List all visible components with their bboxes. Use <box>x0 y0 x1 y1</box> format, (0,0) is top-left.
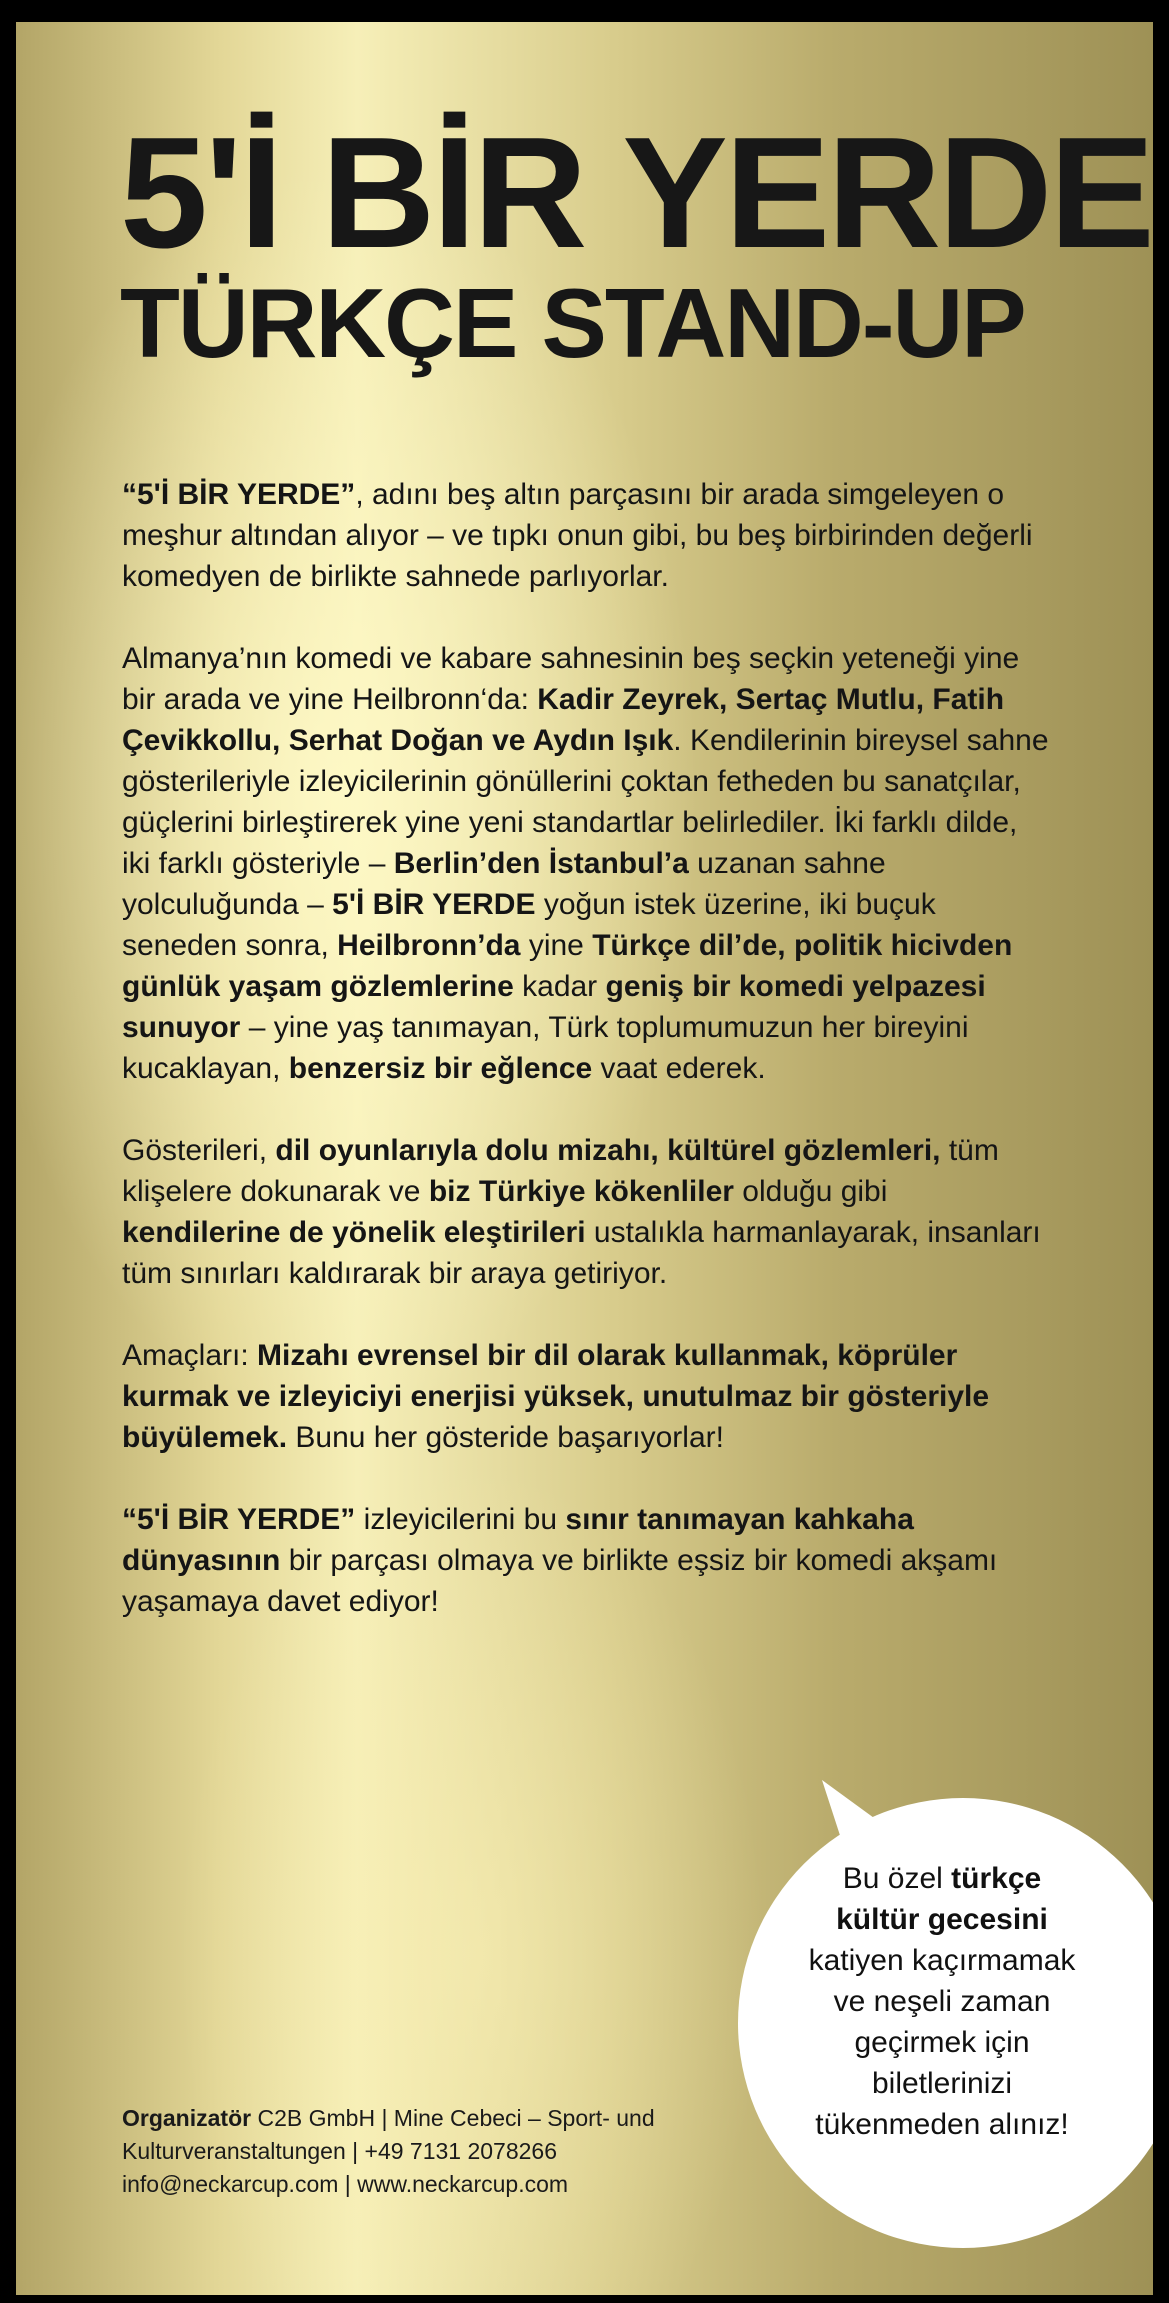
organizer-label: Organizatör <box>122 2105 252 2131</box>
bold-text: Mizahı evrensel bir dil olarak kullanmak, köprüler kurmak ve izleyiciyi enerjisi yüksek, unutulmaz bir gösteriyle büyülemek. <box>122 1339 990 1454</box>
description-text <box>122 474 1052 1663</box>
bold-text: Berlin’den İstanbul’a <box>393 847 689 880</box>
text: olduğu gibi <box>733 1175 888 1208</box>
text: Gösterileri, <box>122 1134 276 1167</box>
main-title: 5'İ BİR YERDE <box>120 105 1152 281</box>
bold-text: Heilbronn’da <box>337 929 521 962</box>
text: tüm klişelere dokunarak ve <box>122 1134 999 1208</box>
bubble-text-rest: katiyen kaçırmamak ve neşeli zaman geçirmek için biletlerinizi tükenmeden alınız! <box>808 1944 1076 2141</box>
speech-bubble-text <box>792 1858 1092 2145</box>
bubble-text-bold: türkçe <box>951 1862 1042 1895</box>
bold-text: biz Türkiye kökenliler <box>428 1175 734 1208</box>
organizer-details: C2B GmbH | Mine Cebeci – Sport- und Kulturveranstaltungen | +49 7131 2078266 <box>122 2105 655 2164</box>
organizer-contact: info@neckarcup.com | www.neckarcup.com <box>122 2171 569 2197</box>
bold-text: geniş bir komedi yelpazesi sunuyor <box>122 970 986 1044</box>
text: ustalıkla harmanlayarak, insanları tüm sınırları kaldırarak bir araya getiriyor. <box>122 1216 1041 1290</box>
text: Almanya’nın komedi ve kabare sahnesinin beş seçkin yeteneği yine bir arada ve yine Heilbronn‘da: <box>122 642 1020 716</box>
bubble-text-plain: Bu özel <box>842 1862 952 1895</box>
paragraph <box>122 638 1052 1089</box>
flyer-page <box>16 22 1153 2295</box>
paragraph <box>122 1130 1052 1294</box>
text: kadar <box>513 970 606 1003</box>
text: yoğun istek üzerine, iki buçuk seneden sonra, <box>122 888 936 962</box>
text: , adını beş altın parçasını bir arada simgeleyen o meşhur altından alıyor – ve tıpkı onun gibi, bu beş birbirinden değerli komedyen de birlikte sahnede parlıyorlar. <box>122 478 1033 593</box>
text: . Kendilerinin bireysel sahne gösterileriyle izleyicilerinin gönüllerini çoktan fetheden bu sanatçılar, güçlerini birleştirerek yine yeni standartlar belirlediler. İki farklı dilde, iki farklı gösteriyle – <box>122 724 1049 880</box>
organizer-footer <box>122 2102 742 2201</box>
bold-text: 5'İ BİR YERDE <box>332 888 536 921</box>
text: Bunu her gösteride başarıyorlar! <box>287 1421 724 1454</box>
bold-text: kendilerine de yönelik eleştirileri <box>122 1216 586 1249</box>
bold-text: “5'İ BİR YERDE” <box>122 478 356 511</box>
subtitle: TÜRKÇE STAND-UP <box>120 268 1025 378</box>
text: bir parçası olmaya ve birlikte eşsiz bir komedi akşamı yaşamaya davet ediyor! <box>122 1544 998 1618</box>
text: – yine yaş tanımayan, Türk toplumumuzun her bireyini kucaklayan, <box>122 1011 969 1085</box>
paragraph <box>122 1335 1052 1458</box>
paragraph <box>122 1499 1052 1622</box>
bold-text: Türkçe dil’de, politik hicivden günlük yaşam gözlemlerine <box>122 929 1013 1003</box>
paragraph <box>122 474 1052 597</box>
text: Amaçları: <box>122 1339 258 1372</box>
bold-text: dil oyunlarıyla dolu mizahı, kültürel gözlemleri, <box>275 1134 941 1167</box>
bubble-text-bold: kültür gecesini <box>836 1903 1048 1936</box>
bold-text: benzersiz bir eğlence <box>288 1052 593 1085</box>
text: vaat ederek. <box>592 1052 766 1085</box>
text: uzanan sahne yolculuğunda – <box>122 847 886 921</box>
text: yine <box>520 929 593 962</box>
bold-text: sınır tanımayan kahkaha dünyasının <box>122 1503 914 1577</box>
bold-text: Kadir Zeyrek, Sertaç Mutlu, Fatih Çevikkollu, Serhat Doğan ve Aydın Işık <box>122 683 1005 757</box>
bold-text: “5'İ BİR YERDE” <box>122 1503 356 1536</box>
text: izleyicilerini bu <box>355 1503 566 1536</box>
